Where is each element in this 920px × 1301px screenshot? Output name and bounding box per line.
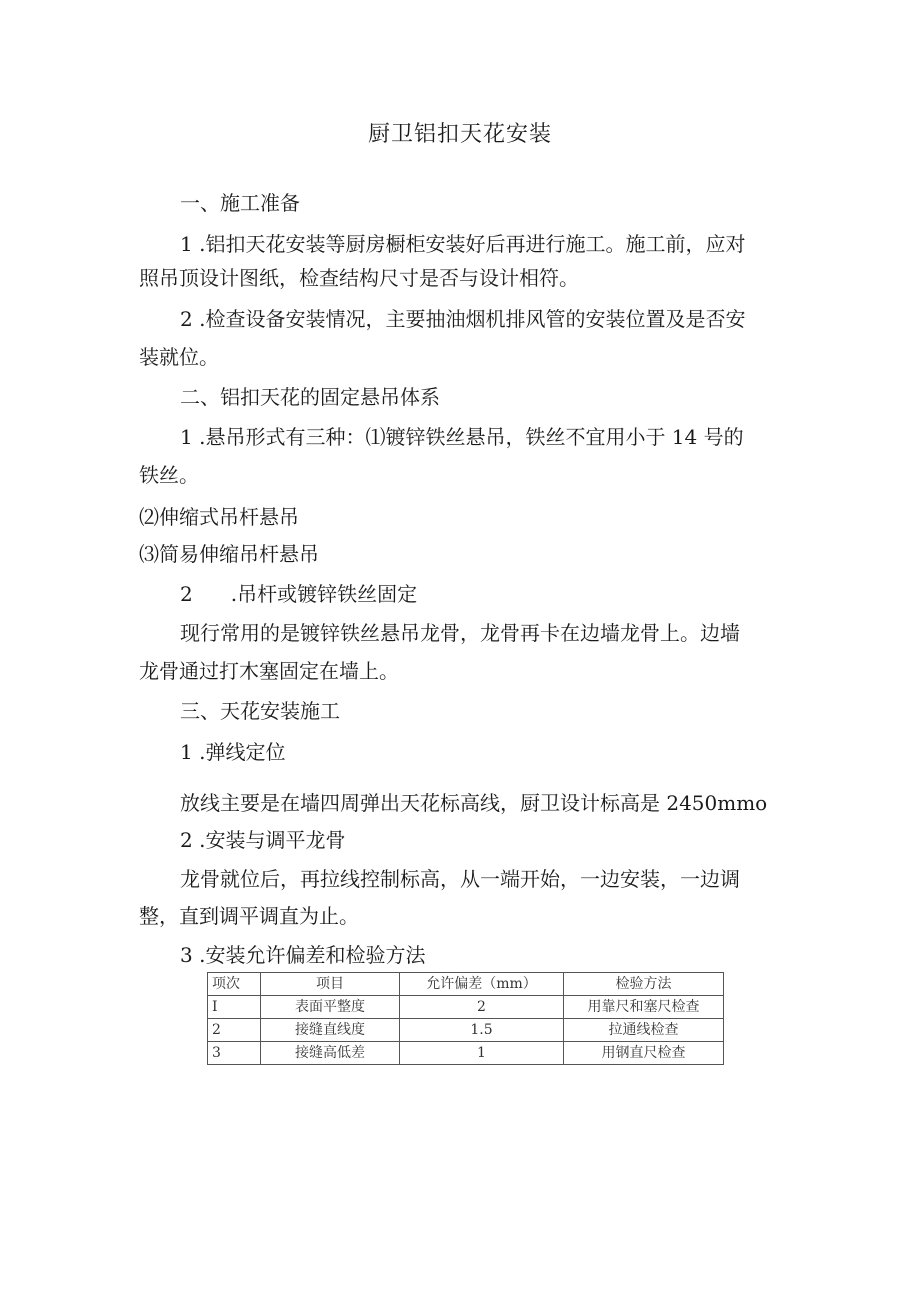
item-text: .吊杆或镀锌铁丝固定: [230, 582, 418, 606]
paragraph-line: 放线主要是在墙四周弹出天花标高线，厨卫设计标高是 2450mmo: [180, 791, 768, 815]
table-row: [208, 1042, 724, 1065]
paragraph-line: 3 .安装允许偏差和检验方法: [180, 943, 426, 967]
table-cell: 接缝高低差: [261, 1042, 400, 1065]
table-row: [208, 996, 724, 1019]
paragraph-line: 1 .悬吊形式有三种：⑴镀锌铁丝悬吊，铁丝不宜用小于 14 号的: [180, 425, 744, 449]
table-cell: 3: [208, 1042, 261, 1065]
table-header: 项次: [208, 973, 261, 996]
table-cell: 拉通线检查: [564, 1019, 724, 1042]
table-cell: 表面平整度: [261, 996, 400, 1019]
section-heading-3: 三、天花安装施工: [180, 699, 340, 723]
table-cell: 接缝直线度: [261, 1019, 400, 1042]
table-cell: 用靠尺和塞尺检查: [564, 996, 724, 1019]
paragraph-line: 现行常用的是镀锌铁丝悬吊龙骨，龙骨再卡在边墙龙骨上。边墙: [180, 621, 740, 645]
paragraph-line: 整，直到调平调直为止。: [139, 904, 359, 928]
paragraph-line: 1 .铝扣天花安装等厨房橱柜安装好后再进行施工。施工前，应对: [180, 232, 746, 256]
paragraph-line: 铁丝。: [139, 463, 199, 487]
table-cell: 2: [208, 1019, 261, 1042]
paragraph-line: 装就位。: [139, 345, 219, 369]
section-heading-1: 一、施工准备: [180, 191, 300, 215]
paragraph-line: ⑶简易伸缩吊杆悬吊: [139, 542, 319, 566]
table-cell: I: [208, 996, 261, 1019]
table-cell: 用钢直尺检查: [564, 1042, 724, 1065]
paragraph-line: [180, 579, 417, 609]
paragraph-line: 2 .检查设备安装情况，主要抽油烟机排风管的安装位置及是否安: [180, 307, 746, 331]
paragraph-line: 龙骨就位后，再拉线控制标高，从一端开始，一边安装，一边调: [180, 867, 740, 891]
document-title: 厨卫铝扣天花安装: [367, 122, 552, 147]
table-header: 允许偏差（mm）: [400, 973, 564, 996]
table-row: [208, 1019, 724, 1042]
table-header-row: [208, 973, 724, 996]
paragraph-line: 照吊顶设计图纸，检查结构尺寸是否与设计相符。: [139, 266, 579, 290]
paragraph-line: 1 .弹线定位: [180, 740, 286, 764]
table-cell: 2: [400, 996, 564, 1019]
item-number: 2: [180, 582, 193, 606]
table-cell: 1.5: [400, 1019, 564, 1042]
tolerance-table: [207, 972, 724, 1065]
table-header: 检验方法: [564, 973, 724, 996]
paragraph-line: 2 .安装与调平龙骨: [180, 828, 346, 852]
paragraph-line: ⑵伸缩式吊杆悬吊: [139, 505, 299, 529]
section-heading-2: 二、铝扣天花的固定悬吊体系: [180, 385, 440, 409]
table-cell: 1: [400, 1042, 564, 1065]
table-header: 项目: [261, 973, 400, 996]
paragraph-line: 龙骨通过打木塞固定在墙上。: [139, 659, 399, 683]
